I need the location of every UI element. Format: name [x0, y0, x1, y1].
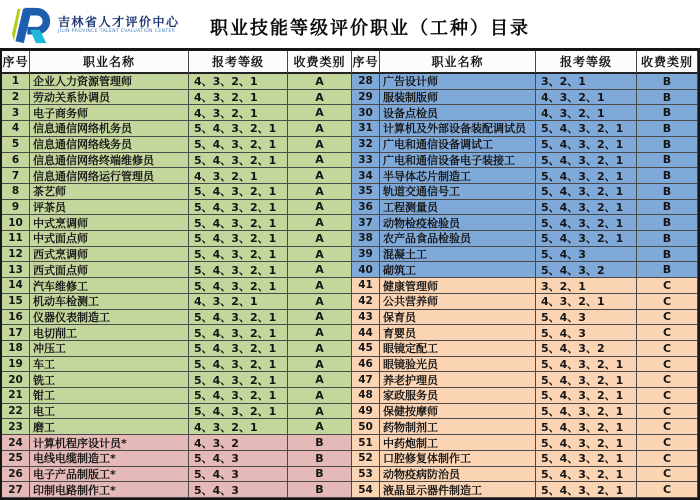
exam-levels: 5、4、3: [189, 451, 288, 467]
exam-levels: 5、4、3、2、1: [536, 215, 637, 231]
row-number: 20: [2, 372, 30, 388]
exam-levels: 4、3、2: [189, 435, 288, 451]
fee-category: C: [637, 435, 698, 451]
row-number: 14: [2, 278, 30, 294]
exam-levels: 5、4、3、2、1: [189, 404, 288, 420]
fee-category: C: [637, 404, 698, 420]
fee-category: A: [288, 325, 352, 341]
occupation-name: 磨工: [30, 419, 189, 435]
row-number: 27: [2, 482, 30, 498]
occupation-name: 信息通信网络机务员: [30, 121, 189, 137]
column-header: 职业名称: [380, 51, 536, 74]
occupation-name: 车工: [30, 357, 189, 373]
fee-category: A: [288, 341, 352, 357]
fee-category: A: [288, 231, 352, 247]
occupation-name: 茶艺师: [30, 184, 189, 200]
row-number: 45: [352, 341, 380, 357]
occupation-name: 混凝土工: [380, 247, 536, 263]
occupation-name: 电切削工: [30, 325, 189, 341]
column-header: 序号: [352, 51, 380, 74]
row-number: 24: [2, 435, 30, 451]
row-number: 13: [2, 262, 30, 278]
fee-category: A: [288, 105, 352, 121]
exam-levels: 4、3、2、1: [189, 105, 288, 121]
row-number: 28: [352, 74, 380, 90]
row-number: 48: [352, 388, 380, 404]
exam-levels: 5、4、3、2、1: [189, 262, 288, 278]
exam-levels: 5、4、3、2、1: [536, 184, 637, 200]
row-number: 21: [2, 388, 30, 404]
row-number: 30: [352, 105, 380, 121]
page-title: 职业技能等级评价职业（工种）目录: [210, 18, 530, 39]
fee-category: C: [637, 325, 698, 341]
occupation-name: 劳动关系协调员: [30, 90, 189, 106]
exam-levels: 5、4、3、2、1: [189, 357, 288, 373]
row-number: 52: [352, 451, 380, 467]
exam-levels: 5、4、3: [536, 247, 637, 263]
occupation-name: 设备点检员: [380, 105, 536, 121]
occupation-name: 药物制剂工: [380, 419, 536, 435]
fee-category: B: [288, 482, 352, 498]
occupation-name: 钳工: [30, 388, 189, 404]
exam-levels: 5、4、3、2、1: [536, 137, 637, 153]
row-number: 18: [2, 341, 30, 357]
occupation-name: 公共营养师: [380, 294, 536, 310]
occupation-name: 保健按摩师: [380, 404, 536, 420]
row-number: 54: [352, 482, 380, 498]
fee-category: C: [637, 482, 698, 498]
fee-category: A: [288, 215, 352, 231]
fee-category: B: [288, 451, 352, 467]
fee-category: A: [288, 372, 352, 388]
exam-levels: 4、3、2、1: [536, 294, 637, 310]
exam-levels: 4、3、2、1: [536, 105, 637, 121]
exam-levels: 5、4、3、2、1: [189, 200, 288, 216]
row-number: 32: [352, 137, 380, 153]
row-number: 12: [2, 247, 30, 263]
fee-category: B: [637, 200, 698, 216]
row-number: 2: [2, 90, 30, 106]
occupation-name: 动物疫病防治员: [380, 467, 536, 483]
row-number: 29: [352, 90, 380, 106]
fee-category: A: [288, 310, 352, 326]
fee-category: A: [288, 153, 352, 169]
fee-category: B: [637, 184, 698, 200]
exam-levels: 5、4、3、2、1: [189, 231, 288, 247]
exam-levels: 5、4、3、2、1: [536, 357, 637, 373]
occupation-name: 保育员: [380, 310, 536, 326]
exam-levels: 4、3、2、1: [189, 90, 288, 106]
column-header: 职业名称: [30, 51, 189, 74]
occupation-name: 仪器仪表制造工: [30, 310, 189, 326]
occupation-name: 口腔修复体制作工: [380, 451, 536, 467]
fee-category: A: [288, 294, 352, 310]
fee-category: B: [637, 137, 698, 153]
fee-category: C: [637, 310, 698, 326]
fee-category: A: [288, 121, 352, 137]
exam-levels: 5、4、3、2: [536, 341, 637, 357]
row-number: 46: [352, 357, 380, 373]
occupation-name: 半导体芯片制造工: [380, 168, 536, 184]
row-number: 31: [352, 121, 380, 137]
occupation-name: 电子产品制版工*: [30, 467, 189, 483]
fee-category: B: [637, 168, 698, 184]
occupation-name: 印制电路制作工*: [30, 482, 189, 498]
row-number: 40: [352, 262, 380, 278]
exam-levels: 5、4、3、2、1: [189, 184, 288, 200]
column-header: 收费类别: [637, 51, 698, 74]
occupation-name: 机动车检测工: [30, 294, 189, 310]
catalog-table: [0, 48, 700, 500]
fee-category: A: [288, 74, 352, 90]
row-number: 5: [2, 137, 30, 153]
row-number: 3: [2, 105, 30, 121]
exam-levels: 3、2、1: [536, 74, 637, 90]
row-number: 51: [352, 435, 380, 451]
fee-category: B: [637, 74, 698, 90]
occupation-name: 中式面点师: [30, 231, 189, 247]
column-header: 报考等级: [536, 51, 637, 74]
fee-category: B: [288, 467, 352, 483]
fee-category: A: [288, 404, 352, 420]
occupation-name: 液晶显示器件制造工: [380, 482, 536, 498]
column-header: 报考等级: [189, 51, 288, 74]
logo-en-text: JILIN PROVINCE TALENT EVALUATION CENTER: [58, 29, 176, 35]
row-number: 4: [2, 121, 30, 137]
exam-levels: 5、4、3、2、1: [189, 121, 288, 137]
row-number: 11: [2, 231, 30, 247]
row-number: 34: [352, 168, 380, 184]
fee-category: A: [288, 247, 352, 263]
fee-category: B: [637, 247, 698, 263]
occupation-name: 眼镜验光员: [380, 357, 536, 373]
fee-category: A: [288, 137, 352, 153]
row-number: 44: [352, 325, 380, 341]
occupation-name: 工程测量员: [380, 200, 536, 216]
row-number: 23: [2, 419, 30, 435]
exam-levels: 5、4、3、2: [536, 262, 637, 278]
row-number: 53: [352, 467, 380, 483]
row-number: 47: [352, 372, 380, 388]
occupation-name: 电线电缆制造工*: [30, 451, 189, 467]
fee-category: C: [637, 419, 698, 435]
exam-levels: 5、4、3、2、1: [536, 451, 637, 467]
fee-category: A: [288, 278, 352, 294]
row-number: 19: [2, 357, 30, 373]
occupation-name: 西式面点师: [30, 262, 189, 278]
fee-category: A: [288, 262, 352, 278]
exam-levels: 4、3、2、1: [189, 74, 288, 90]
occupation-name: 养老护理员: [380, 372, 536, 388]
row-number: 9: [2, 200, 30, 216]
fee-category: A: [288, 200, 352, 216]
column-header: 序号: [2, 51, 30, 74]
row-number: 17: [2, 325, 30, 341]
row-number: 41: [352, 278, 380, 294]
exam-levels: 5、4、3、2、1: [189, 137, 288, 153]
occupation-name: 信息通信网络终端维修员: [30, 153, 189, 169]
fee-category: C: [637, 372, 698, 388]
fee-category: B: [637, 105, 698, 121]
row-number: 37: [352, 215, 380, 231]
row-number: 15: [2, 294, 30, 310]
occupation-name: 动物检疫检验员: [380, 215, 536, 231]
exam-levels: 5、4、3、2、1: [536, 231, 637, 247]
exam-levels: 5、4、3、2、1: [536, 435, 637, 451]
fee-category: A: [288, 184, 352, 200]
occupation-name: 计算机及外部设备装配调试员: [380, 121, 536, 137]
row-number: 38: [352, 231, 380, 247]
row-number: 16: [2, 310, 30, 326]
row-number: 22: [2, 404, 30, 420]
fee-category: B: [637, 215, 698, 231]
fee-category: B: [288, 435, 352, 451]
exam-levels: 5、4、3、2、1: [536, 388, 637, 404]
row-number: 49: [352, 404, 380, 420]
fee-category: B: [637, 90, 698, 106]
exam-levels: 4、3、2、1: [189, 294, 288, 310]
exam-levels: 5、4、3、2、1: [536, 168, 637, 184]
fee-category: A: [288, 419, 352, 435]
logo-cn-text: 吉林省人才评价中心: [58, 14, 180, 29]
row-number: 50: [352, 419, 380, 435]
occupation-name: 铣工: [30, 372, 189, 388]
fee-category: C: [637, 388, 698, 404]
exam-levels: 5、4、3、2、1: [536, 200, 637, 216]
occupation-name: 轨道交通信号工: [380, 184, 536, 200]
occupation-name: 电子商务师: [30, 105, 189, 121]
page-header: [0, 0, 700, 48]
exam-levels: 5、4、3、2、1: [536, 482, 637, 498]
fee-category: B: [637, 231, 698, 247]
fee-category: C: [637, 467, 698, 483]
occupation-name: 电工: [30, 404, 189, 420]
exam-levels: 5、4、3、2、1: [536, 467, 637, 483]
row-number: 42: [352, 294, 380, 310]
exam-levels: 5、4、3、2、1: [189, 278, 288, 294]
row-number: 10: [2, 215, 30, 231]
exam-levels: 5、4、3、2、1: [536, 372, 637, 388]
exam-levels: 5、4、3: [536, 310, 637, 326]
occupation-name: 育婴员: [380, 325, 536, 341]
exam-levels: 5、4、3、2、1: [189, 341, 288, 357]
exam-levels: 4、3、2、1: [189, 419, 288, 435]
exam-levels: 5、4、3: [536, 325, 637, 341]
exam-levels: 5、4、3、2、1: [189, 325, 288, 341]
exam-levels: 3、2、1: [536, 278, 637, 294]
occupation-name: 计算机程序设计员*: [30, 435, 189, 451]
row-number: 26: [2, 467, 30, 483]
occupation-name: 汽车维修工: [30, 278, 189, 294]
row-number: 35: [352, 184, 380, 200]
occupation-name: 评茶员: [30, 200, 189, 216]
fee-category: A: [288, 357, 352, 373]
fee-category: C: [637, 294, 698, 310]
exam-levels: 5、4、3: [189, 467, 288, 483]
occupation-name: 冲压工: [30, 341, 189, 357]
fee-category: A: [288, 388, 352, 404]
exam-levels: 5、4、3、2、1: [189, 388, 288, 404]
fee-category: B: [637, 121, 698, 137]
fee-category: B: [637, 262, 698, 278]
exam-levels: 4、3、2、1: [536, 90, 637, 106]
exam-levels: 5、4、3、2、1: [536, 404, 637, 420]
occupation-name: 中式烹调师: [30, 215, 189, 231]
row-number: 8: [2, 184, 30, 200]
fee-category: A: [288, 90, 352, 106]
exam-levels: 5、4、3、2、1: [536, 419, 637, 435]
exam-levels: 5、4、3、2、1: [189, 247, 288, 263]
exam-levels: 5、4、3、2、1: [189, 215, 288, 231]
occupation-name: 广电和通信设备调试工: [380, 137, 536, 153]
occupation-name: 服装制版师: [380, 90, 536, 106]
occupation-name: 企业人力资源管理师: [30, 74, 189, 90]
fee-category: B: [637, 153, 698, 169]
exam-levels: 5、4、3、2、1: [189, 310, 288, 326]
exam-levels: 5、4、3: [189, 482, 288, 498]
occupation-name: 中药炮制工: [380, 435, 536, 451]
occupation-name: 信息通信网络线务员: [30, 137, 189, 153]
fee-category: C: [637, 357, 698, 373]
occupation-name: 家政服务员: [380, 388, 536, 404]
fee-category: C: [637, 341, 698, 357]
occupation-name: 西式烹调师: [30, 247, 189, 263]
fee-category: C: [637, 278, 698, 294]
occupation-name: 广告设计师: [380, 74, 536, 90]
occupation-name: 眼镜定配工: [380, 341, 536, 357]
row-number: 7: [2, 168, 30, 184]
exam-levels: 5、4、3、2、1: [536, 153, 637, 169]
occupation-name: 信息通信网络运行管理员: [30, 168, 189, 184]
occupation-name: 砌筑工: [380, 262, 536, 278]
occupation-name: 农产品食品检验员: [380, 231, 536, 247]
column-header: 收费类别: [288, 51, 352, 74]
exam-levels: 5、4、3、2、1: [189, 372, 288, 388]
row-number: 39: [352, 247, 380, 263]
row-number: 43: [352, 310, 380, 326]
fee-category: A: [288, 168, 352, 184]
row-number: 6: [2, 153, 30, 169]
fee-category: C: [637, 451, 698, 467]
row-number: 1: [2, 74, 30, 90]
exam-levels: 5、4、3、2、1: [536, 121, 637, 137]
row-number: 25: [2, 451, 30, 467]
occupation-name: 广电和通信设备电子装接工: [380, 153, 536, 169]
exam-levels: 5、4、3、2、1: [189, 153, 288, 169]
exam-levels: 4、3、2、1: [189, 168, 288, 184]
occupation-name: 健康管理师: [380, 278, 536, 294]
row-number: 36: [352, 200, 380, 216]
row-number: 33: [352, 153, 380, 169]
